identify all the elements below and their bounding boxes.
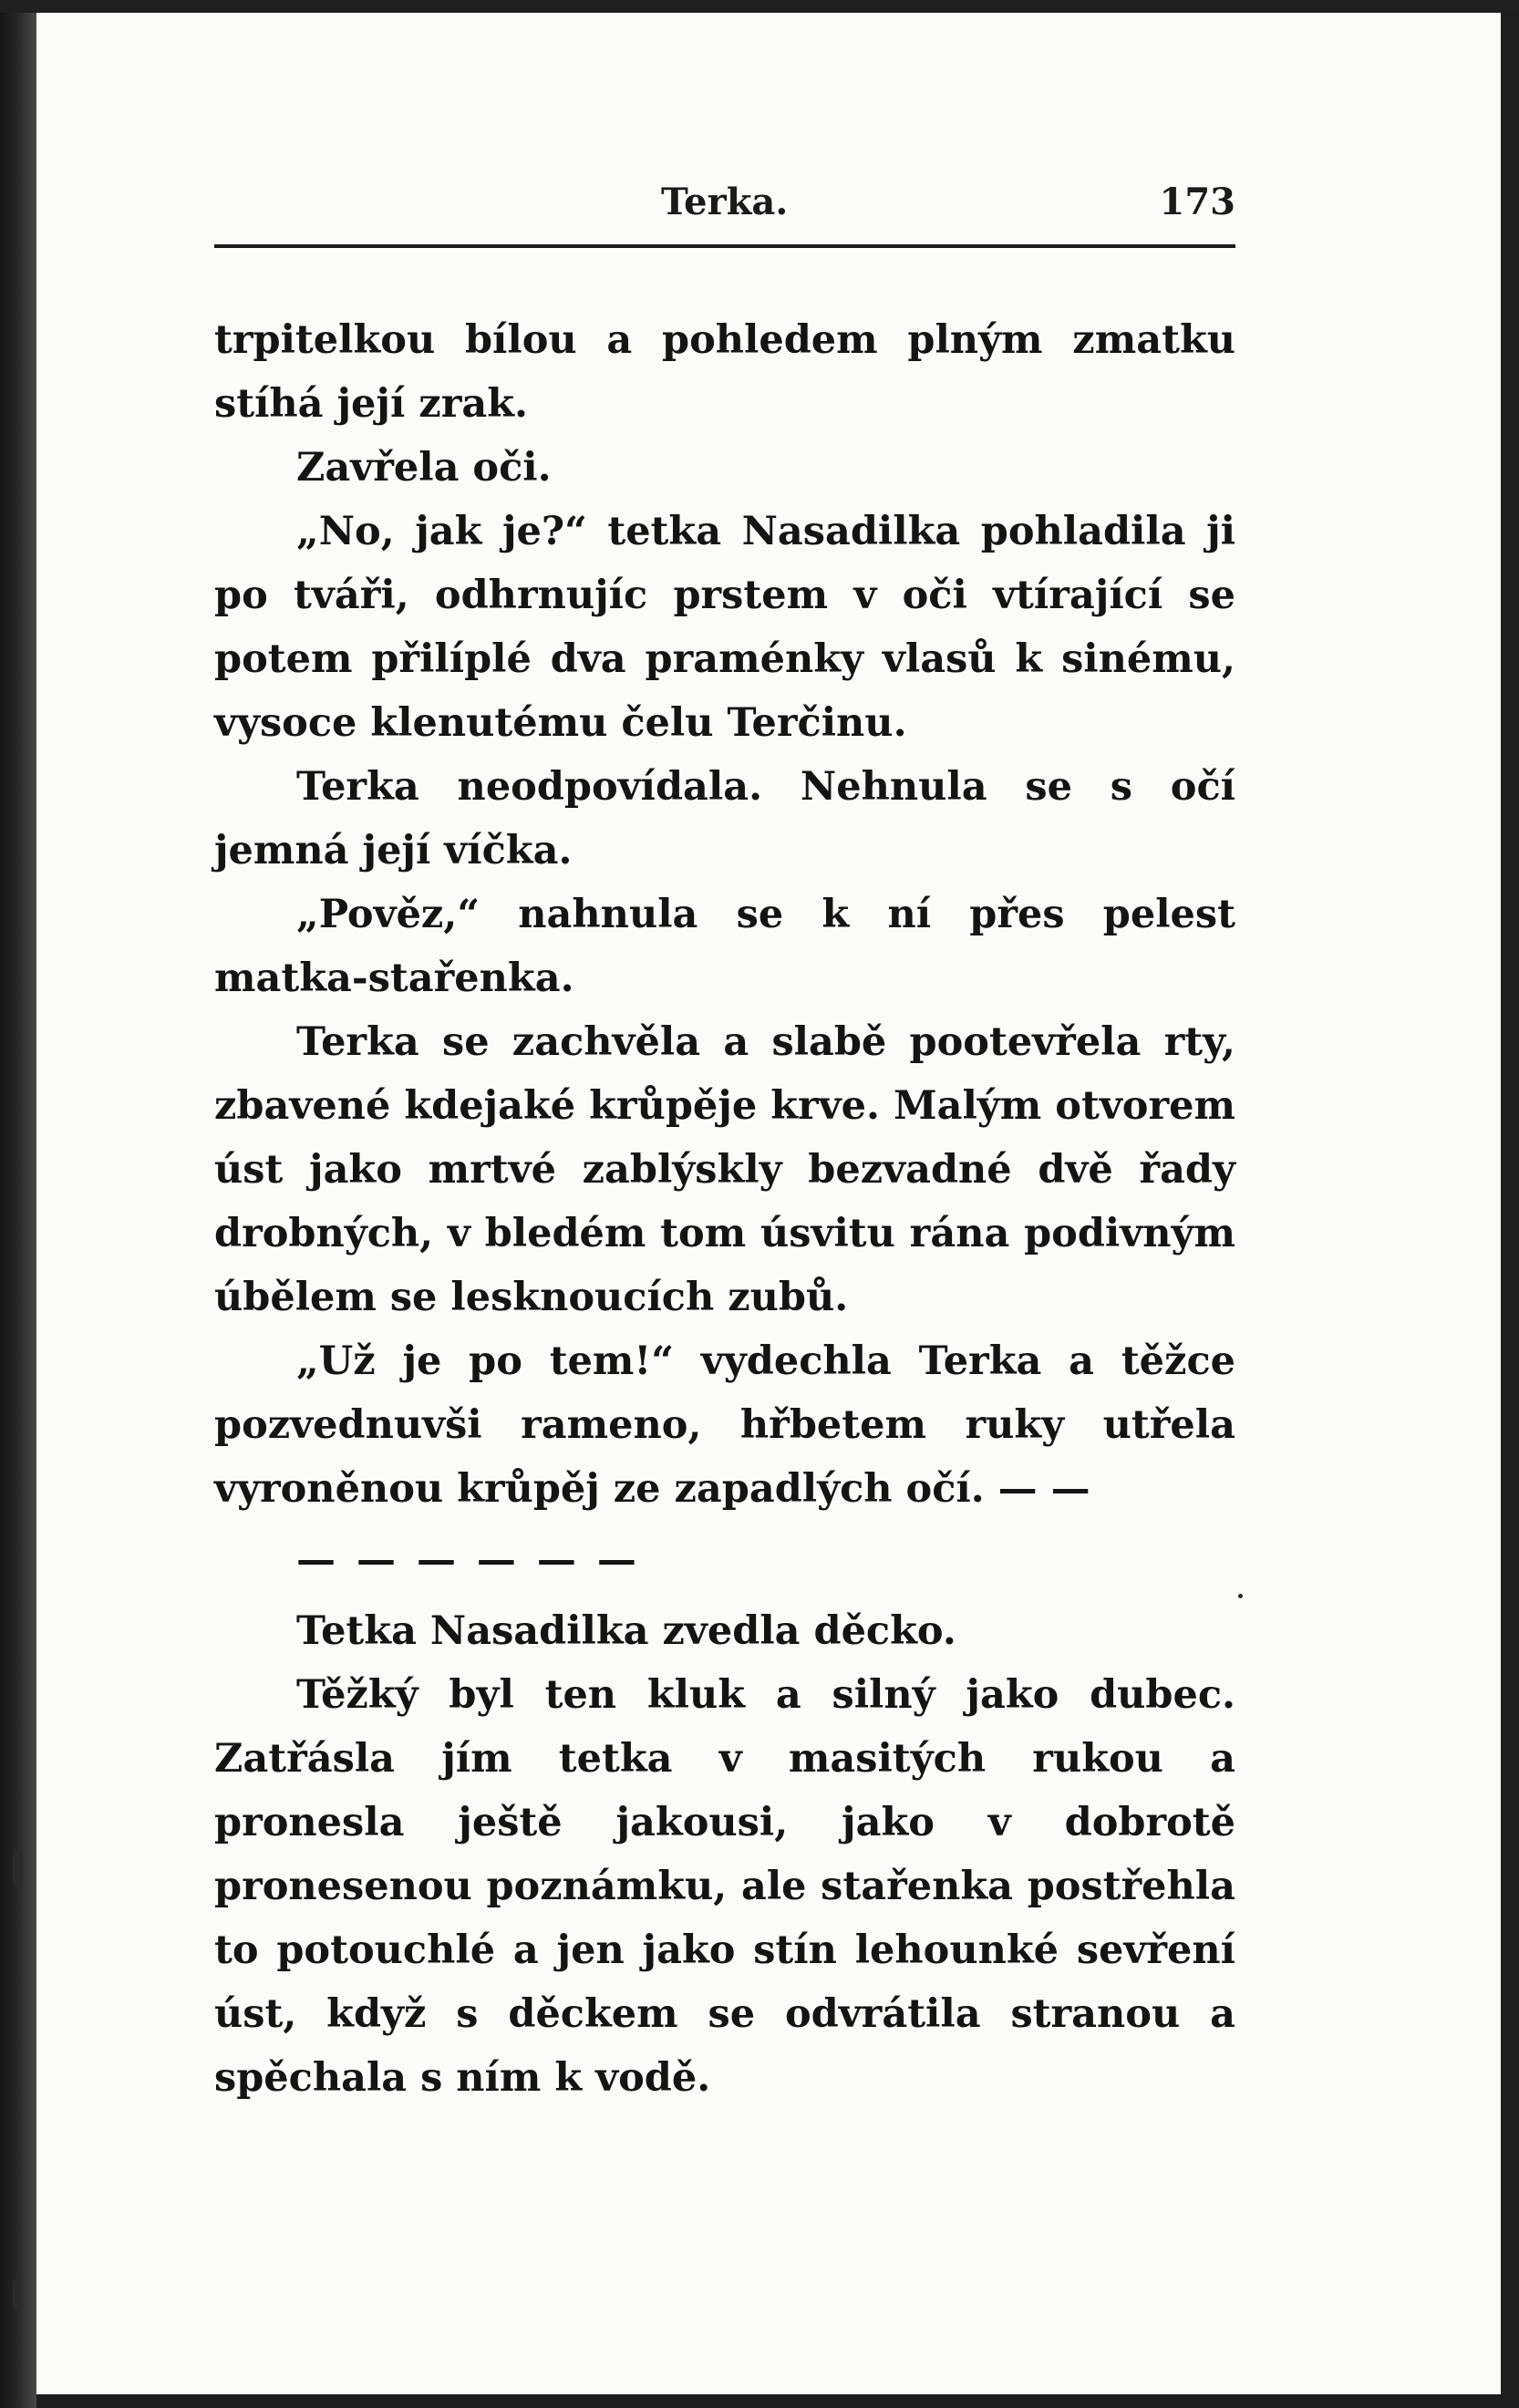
paragraph: „Už je po tem!“ vydechla Terka a těžce pozvednuvši rameno, hřbetem ruky utřela vyroněnou krůpěj ze zapadlých očí. — —	[214, 1338, 1235, 1512]
scan-speck	[13, 1851, 22, 1887]
paragraph: Terka se zachvěla a slabě pootevřela rty, zbavené kdejaké krůpěje krve. Malým otvorem úst jako mrtvé zablýskly bezvadné dvě řady drobných, v bledém tom úsvitu rána podivným úbělem se lesknoucích zubů.	[214, 1019, 1235, 1320]
paragraph: „Pověz,“ nahnula se k ní přes pelest matka-stařenka.	[214, 892, 1235, 1001]
paragraph: Tetka Nasadilka zvedla děcko.	[296, 1608, 956, 1654]
body-text	[214, 308, 1235, 2110]
scan-top-edge-shadow	[0, 0, 1519, 13]
scan-speck	[13, 2279, 20, 2310]
paragraph: trpitelkou bílou a pohledem plným zmatku stíhá její zrak.	[214, 317, 1235, 427]
page-number: 173	[1159, 181, 1235, 223]
running-title: Terka.	[661, 181, 789, 223]
paragraph: Těžký byl ten kluk a silný jako dubec. Zatřásla jím tetka v masitých rukou a pronesla ještě jakousi, jako v dobrotě pronesenou poznámku, ale stařenka postřehla to potouchlé a jen jako stín lehounké sevření úst, když s děckem se odvrátila stranou a spěchala s ním k vodě.	[214, 1672, 1235, 2101]
paragraph: Terka neodpovídala. Nehnula se s očí jemná její víčka.	[214, 764, 1235, 873]
running-header	[214, 181, 1235, 235]
paragraph: Zavřela oči.	[296, 445, 552, 491]
scan-speck	[1238, 1594, 1243, 1598]
header-rule	[214, 244, 1235, 248]
scan-left-edge-shadow	[0, 0, 36, 2408]
section-separator: — — — — — —	[296, 1537, 640, 1583]
paragraph: „No, jak je?“ tetka Nasadilka pohladila ji po tváři, odhrnujíc prstem v oči vtírající se potem přilíplé dva praménky vlasů k sinému, vysoce klenutému čelu Terčinu.	[214, 509, 1235, 746]
